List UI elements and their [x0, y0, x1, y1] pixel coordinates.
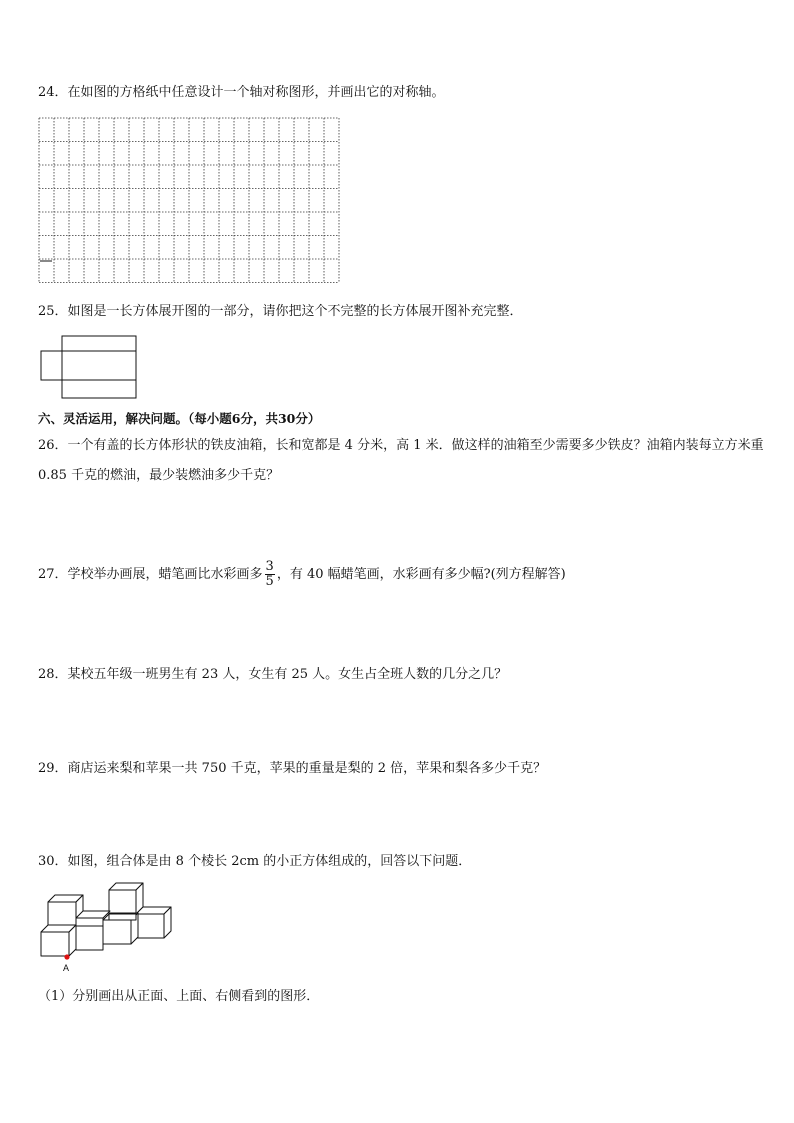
point-a-marker: [64, 954, 69, 959]
question-27-text: [38, 558, 566, 592]
question-24-text: 24．在如图的方格纸中任意设计一个轴对称图形，并画出它的对称轴。: [38, 85, 445, 100]
question-30-sub-1: （1）分别画出从正面、上面、右侧看到的图形．: [38, 989, 320, 1004]
grid-paper: [38, 117, 340, 285]
cube-assembly-figure: [36, 880, 178, 976]
fraction-numerator: 3: [265, 559, 274, 574]
question-25-text: 25．如图是一长方体展开图的一部分，请你把这个不完整的长方体展开图补充完整．: [38, 304, 523, 319]
question-29-text: 29．商店运来梨和苹果一共 750 千克，苹果的重量是梨的 2 倍，苹果和梨各多少千克？: [38, 761, 547, 776]
question-28-text: 28．某校五年级一班男生有 23 人，女生有 25 人。女生占全班人数的几分之几？: [38, 667, 508, 682]
fraction: [265, 560, 275, 589]
question-30-text: 30．如图，组合体是由 8 个棱长 2cm 的小正方体组成的，回答以下问题．: [38, 854, 472, 869]
fraction-denominator: 5: [265, 574, 274, 589]
cuboid-net-figure: [38, 334, 140, 400]
section-6-heading: 六、灵活运用，解决问题。（每小题6分，共30分）: [38, 411, 321, 426]
question-27-before: 27．学校举办画展，蜡笔画比水彩画多: [38, 567, 263, 582]
question-27-after: ，有 40 幅蜡笔画，水彩画有多少幅?(列方程解答): [276, 567, 566, 582]
point-a-label: A: [63, 963, 70, 973]
question-26-text: 26．一个有盖的长方体形状的铁皮油箱，长和宽都是 4 分米，高 1 米．做这样的油箱至少需要多少铁皮？油箱内装每立方米重 0.85 千克的燃油，最少装燃油多少千克？: [38, 438, 764, 483]
